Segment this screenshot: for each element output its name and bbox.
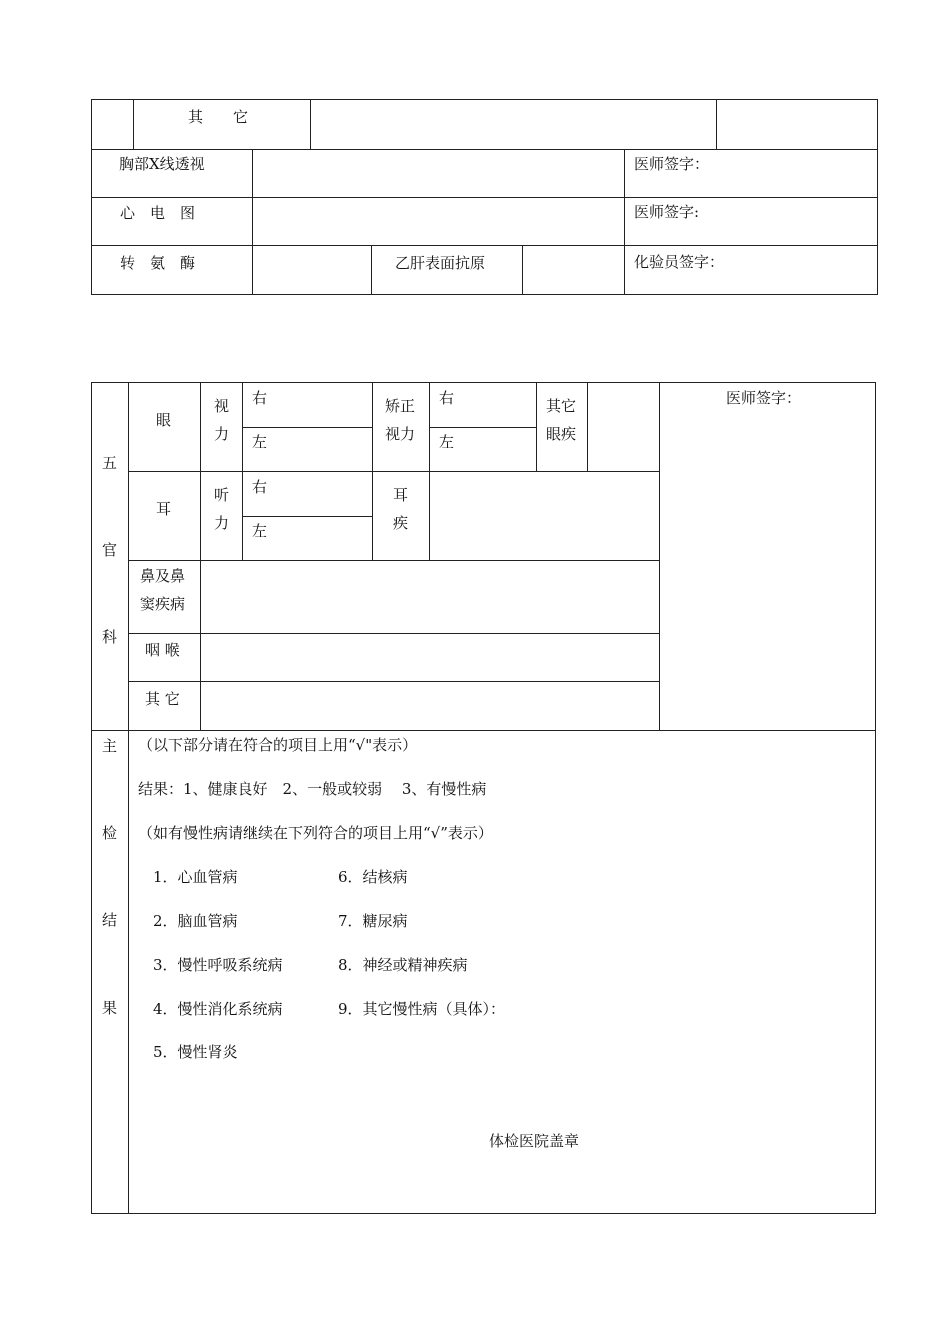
rule xyxy=(624,149,625,295)
rule xyxy=(371,245,372,295)
doctor-signature-label: 医师签字： xyxy=(726,389,802,407)
rule xyxy=(536,382,537,471)
rule xyxy=(128,471,659,472)
ear-disease-label: 耳 xyxy=(393,486,409,504)
chronic-disease-option: 5．慢性肾炎 xyxy=(153,1043,238,1061)
right-ear-label: 右 xyxy=(252,478,268,496)
hbsag-label: 乙肝表面抗原 xyxy=(395,254,486,272)
rule xyxy=(429,427,536,428)
right-eye-label: 右 xyxy=(252,389,268,407)
result-options: 结果：1、健康良好 2、一般或较弱 3、有慢性病 xyxy=(138,780,487,798)
chronic-instruction-text: （如有慢性病请继续在下列符合的项目上用“√”表示） xyxy=(138,824,493,842)
vision-label: 视 xyxy=(214,397,230,415)
section-label-char: 五 xyxy=(102,454,118,472)
rule xyxy=(875,382,876,1214)
rule xyxy=(128,382,129,1214)
vision-label: 力 xyxy=(214,425,230,443)
rule xyxy=(91,197,878,198)
throat-label: 咽 喉 xyxy=(145,641,180,659)
ear-disease-label: 疾 xyxy=(393,514,409,532)
other-label: 其 它 xyxy=(188,108,249,126)
hearing-label: 听 xyxy=(214,486,230,504)
conclusion-label-char: 果 xyxy=(102,999,118,1017)
corrected-vision-label: 视力 xyxy=(385,425,416,443)
section-label-char: 官 xyxy=(102,541,118,559)
chronic-disease-option: 1．心血管病 xyxy=(153,868,238,886)
chronic-disease-option: 8．神经或精神疾病 xyxy=(338,956,468,974)
rule xyxy=(200,382,201,730)
ecg-label: 心 电 图 xyxy=(120,204,196,222)
nose-sinus-label: 窦疾病 xyxy=(140,595,186,613)
chronic-disease-option: 9．其它慢性病（具体）： xyxy=(338,1000,506,1018)
chest-xray-label: 胸部X线透视 xyxy=(119,155,205,173)
nose-sinus-label: 鼻及鼻 xyxy=(140,567,186,585)
ear-label: 耳 xyxy=(156,500,172,518)
eye-label: 眼 xyxy=(156,411,172,429)
doctor-signature-label: 医师签字: xyxy=(634,203,700,221)
chronic-disease-option: 3．慢性呼吸系统病 xyxy=(153,956,283,974)
rule xyxy=(877,99,878,295)
conclusion-label-char: 主 xyxy=(102,737,118,755)
rule xyxy=(91,99,92,295)
hospital-stamp-label: 体检医院盖章 xyxy=(489,1132,580,1150)
corrected-vision-label: 矫正 xyxy=(385,397,416,415)
transaminase-label: 转 氨 酶 xyxy=(120,254,196,272)
left-ear-label: 左 xyxy=(252,522,268,540)
rule xyxy=(587,382,588,471)
rule xyxy=(91,149,878,150)
rule xyxy=(128,633,659,634)
rule xyxy=(91,382,876,383)
rule xyxy=(91,99,878,100)
rule xyxy=(242,516,372,517)
rule xyxy=(91,382,92,1214)
rule xyxy=(128,560,659,561)
rule xyxy=(659,382,660,730)
other-eye-disease-label: 眼疾 xyxy=(546,425,577,443)
section-label-char: 科 xyxy=(102,628,118,646)
rule xyxy=(242,427,372,428)
conclusion-label-char: 检 xyxy=(102,824,118,842)
other-eye-disease-label: 其它 xyxy=(546,397,577,415)
rule xyxy=(716,99,717,149)
rule xyxy=(242,382,243,560)
rule xyxy=(91,730,876,731)
rule xyxy=(128,681,659,682)
conclusion-label-char: 结 xyxy=(102,911,118,929)
rule xyxy=(429,382,430,560)
rule xyxy=(91,245,878,246)
rule xyxy=(252,149,253,295)
rule xyxy=(310,99,311,149)
rule xyxy=(372,382,373,560)
rule xyxy=(91,1213,876,1214)
chronic-disease-option: 6．结核病 xyxy=(338,868,408,886)
chronic-disease-option: 2．脑血管病 xyxy=(153,912,238,930)
lab-technician-signature-label: 化验员签字： xyxy=(634,253,725,271)
rule xyxy=(133,99,134,149)
instruction-text: （以下部分请在符合的项目上用“√"表示） xyxy=(138,736,418,754)
rule xyxy=(522,245,523,295)
rule xyxy=(91,294,878,295)
hearing-label: 力 xyxy=(214,514,230,532)
chronic-disease-option: 4．慢性消化系统病 xyxy=(153,1000,283,1018)
left-eye-label: 左 xyxy=(252,433,268,451)
corrected-left-label: 左 xyxy=(439,433,455,451)
corrected-right-label: 右 xyxy=(439,389,455,407)
chronic-disease-option: 7．糖尿病 xyxy=(338,912,408,930)
doctor-signature-label: 医师签字： xyxy=(634,155,710,173)
other-label: 其 它 xyxy=(145,690,180,708)
